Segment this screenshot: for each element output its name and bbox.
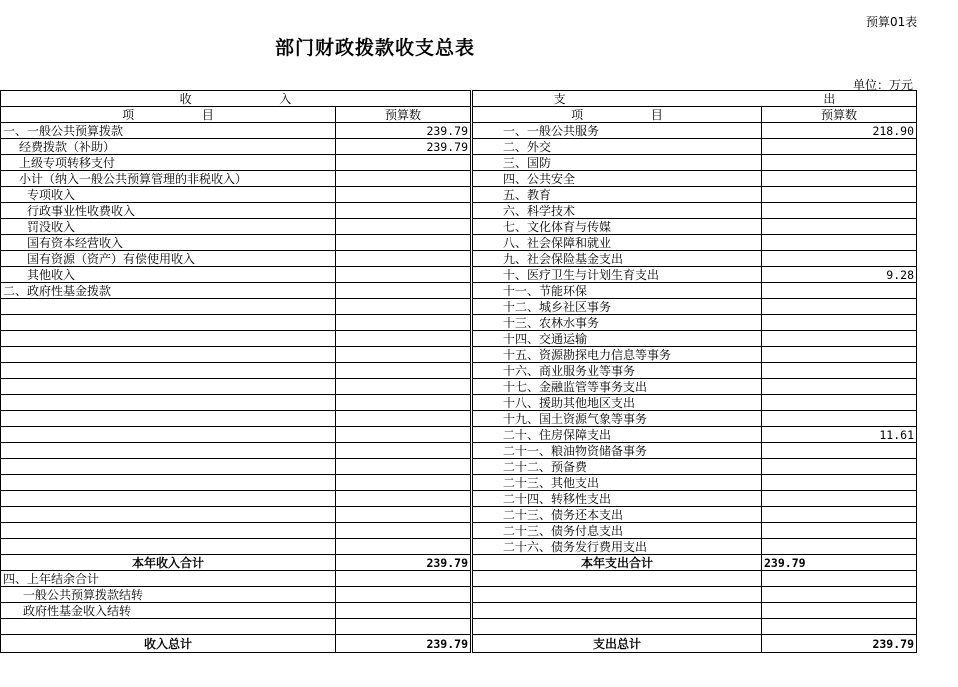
carryover-expense-amount (762, 571, 917, 587)
carryover-amount (336, 619, 471, 635)
expense-group-left: 支 (553, 91, 566, 106)
table-row (1, 187, 917, 203)
expense-amount: 9.28 (762, 267, 917, 283)
expense-item-header (473, 107, 762, 123)
expense-item: 三、国防 (473, 155, 762, 171)
carryover-expense-amount (762, 603, 917, 619)
income-item (1, 299, 336, 315)
income-item: 经费拨款（补助） (1, 139, 336, 155)
carryover-amount (336, 587, 471, 603)
year-income-total-label: 本年收入合计 (1, 555, 336, 571)
income-item (1, 507, 336, 523)
carryover-amount (336, 571, 471, 587)
expense-amount (762, 251, 917, 267)
expense-amount (762, 299, 917, 315)
income-item (1, 363, 336, 379)
income-item: 其他收入 (1, 267, 336, 283)
expense-amount (762, 363, 917, 379)
carryover-row (1, 603, 917, 619)
income-item (1, 347, 336, 363)
expense-item: 十四、交通运输 (473, 331, 762, 347)
expense-item-right: 目 (650, 107, 663, 122)
table-row (1, 523, 917, 539)
carryover-item: 政府性基金收入结转 (1, 603, 336, 619)
expense-amount: 218.90 (762, 123, 917, 139)
income-item (1, 411, 336, 427)
expense-amount (762, 235, 917, 251)
income-amount (336, 363, 471, 379)
grand-income-total-label: 收入总计 (1, 635, 336, 653)
expense-item: 七、文化体育与传媒 (473, 219, 762, 235)
carryover-expense-item (473, 603, 762, 619)
carryover-item: 一般公共预算拨款结转 (1, 587, 336, 603)
income-item (1, 395, 336, 411)
table-row (1, 507, 917, 523)
income-amount (336, 443, 471, 459)
income-amount: 239.79 (336, 123, 471, 139)
expense-item: 十二、城乡社区事务 (473, 299, 762, 315)
table-row (1, 283, 917, 299)
income-amount (336, 379, 471, 395)
grand-income-total-amount: 239.79 (336, 635, 471, 653)
expense-group-header (473, 91, 917, 107)
income-amount (336, 427, 471, 443)
header-group-row (1, 91, 917, 107)
expense-amount (762, 155, 917, 171)
header-column-row (1, 107, 917, 123)
expense-item: 十、医疗卫生与计划生育支出 (473, 267, 762, 283)
table-row (1, 347, 917, 363)
expense-amount (762, 315, 917, 331)
expense-item: 十九、国土资源气象等事务 (473, 411, 762, 427)
table-row (1, 203, 917, 219)
income-amount (336, 491, 471, 507)
expense-amount (762, 507, 917, 523)
expense-amount (762, 491, 917, 507)
income-item (1, 539, 336, 555)
budget-summary-table (0, 90, 917, 653)
expense-item: 六、科学技术 (473, 203, 762, 219)
income-amount (336, 347, 471, 363)
year-expense-total-amount: 239.79 (762, 555, 917, 571)
income-amount (336, 507, 471, 523)
unit-label: 单位：万元 (853, 78, 914, 92)
income-amount (336, 475, 471, 491)
income-amount: 239.79 (336, 139, 471, 155)
year-total-row (1, 555, 917, 571)
expense-amount (762, 379, 917, 395)
grand-expense-total-label: 支出总计 (473, 635, 762, 653)
income-amount (336, 539, 471, 555)
carryover-amount (336, 603, 471, 619)
expense-item: 二十三、其他支出 (473, 475, 762, 491)
expense-item: 二十四、转移性支出 (473, 491, 762, 507)
income-item-right: 目 (201, 107, 214, 122)
expense-amount (762, 395, 917, 411)
carryover-expense-amount (762, 587, 917, 603)
table-row (1, 443, 917, 459)
income-item: 一、一般公共预算拨款 (1, 123, 336, 139)
carryover-item (1, 619, 336, 635)
expense-amount (762, 139, 917, 155)
year-income-total-amount: 239.79 (336, 555, 471, 571)
expense-amount (762, 203, 917, 219)
expense-item: 十七、金融监管等事务支出 (473, 379, 762, 395)
table-row (1, 379, 917, 395)
income-item: 国有资源（资产）有偿使用收入 (1, 251, 336, 267)
expense-item: 十六、商业服务业等事务 (473, 363, 762, 379)
table-row (1, 155, 917, 171)
income-amount (336, 331, 471, 347)
carryover-expense-item (473, 619, 762, 635)
income-item-header (1, 107, 336, 123)
income-item-left: 项 (122, 107, 135, 122)
income-item: 专项收入 (1, 187, 336, 203)
form-id: 预算01表 (866, 15, 918, 29)
expense-amount (762, 411, 917, 427)
carryover-row (1, 619, 917, 635)
table-row (1, 411, 917, 427)
expense-item: 九、社会保险基金支出 (473, 251, 762, 267)
income-item (1, 427, 336, 443)
expense-amount (762, 523, 917, 539)
expense-item: 五、教育 (473, 187, 762, 203)
table-row (1, 139, 917, 155)
expense-item: 十三、农林水事务 (473, 315, 762, 331)
expense-item: 十五、资源勘探电力信息等事务 (473, 347, 762, 363)
income-item: 国有资本经营收入 (1, 235, 336, 251)
carryover-expense-amount (762, 619, 917, 635)
income-amount (336, 315, 471, 331)
expense-item: 一、一般公共服务 (473, 123, 762, 139)
income-item: 上级专项转移支付 (1, 155, 336, 171)
table-row (1, 491, 917, 507)
income-group-left: 收 (179, 91, 192, 106)
grand-total-row (1, 635, 917, 653)
expense-item: 十一、节能环保 (473, 283, 762, 299)
table-row (1, 459, 917, 475)
expense-item-left: 项 (571, 107, 584, 122)
income-item: 小计（纳入一般公共预算管理的非税收入） (1, 171, 336, 187)
carryover-row (1, 571, 917, 587)
carryover-row (1, 587, 917, 603)
income-amount (336, 459, 471, 475)
income-amount (336, 203, 471, 219)
income-item (1, 379, 336, 395)
expense-budget-header: 预算数 (762, 107, 917, 123)
table-row (1, 123, 917, 139)
expense-item: 十八、援助其他地区支出 (473, 395, 762, 411)
income-amount (336, 251, 471, 267)
income-amount (336, 235, 471, 251)
expense-item: 二十三、债务付息支出 (473, 523, 762, 539)
expense-group-right: 出 (823, 91, 836, 106)
expense-item: 八、社会保障和就业 (473, 235, 762, 251)
grand-expense-total-amount: 239.79 (762, 635, 917, 653)
table-row (1, 395, 917, 411)
expense-item: 二十、住房保障支出 (473, 427, 762, 443)
expense-amount (762, 347, 917, 363)
page-title: 部门财政拨款收支总表 (275, 37, 476, 59)
income-item (1, 491, 336, 507)
income-amount (336, 155, 471, 171)
income-item (1, 443, 336, 459)
expense-item: 四、公共安全 (473, 171, 762, 187)
income-amount (336, 523, 471, 539)
income-amount (336, 171, 471, 187)
carryover-item: 四、上年结余合计 (1, 571, 336, 587)
expense-amount: 11.61 (762, 427, 917, 443)
expense-amount (762, 459, 917, 475)
income-amount (336, 411, 471, 427)
carryover-expense-item (473, 571, 762, 587)
expense-item: 二十三、债务还本支出 (473, 507, 762, 523)
expense-item: 二十六、债务发行费用支出 (473, 539, 762, 555)
expense-amount (762, 331, 917, 347)
expense-item: 二、外交 (473, 139, 762, 155)
table-row (1, 475, 917, 491)
table-row (1, 219, 917, 235)
expense-item: 二十二、预备费 (473, 459, 762, 475)
income-item (1, 331, 336, 347)
table-row (1, 235, 917, 251)
income-group-header (1, 91, 471, 107)
income-item: 罚没收入 (1, 219, 336, 235)
income-item (1, 523, 336, 539)
table-row (1, 171, 917, 187)
table-row (1, 251, 917, 267)
table-row (1, 539, 917, 555)
year-expense-total-label: 本年支出合计 (473, 555, 762, 571)
income-budget-header: 预算数 (336, 107, 471, 123)
expense-amount (762, 187, 917, 203)
expense-amount (762, 443, 917, 459)
expense-amount (762, 475, 917, 491)
income-item: 行政事业性收费收入 (1, 203, 336, 219)
table-row (1, 427, 917, 443)
income-amount (336, 299, 471, 315)
income-item: 二、政府性基金拨款 (1, 283, 336, 299)
expense-amount (762, 283, 917, 299)
income-item (1, 315, 336, 331)
expense-item: 二十一、粮油物资储备事务 (473, 443, 762, 459)
table-row (1, 363, 917, 379)
income-item (1, 459, 336, 475)
income-item (1, 475, 336, 491)
expense-amount (762, 219, 917, 235)
table-row (1, 299, 917, 315)
income-amount (336, 283, 471, 299)
expense-amount (762, 171, 917, 187)
income-amount (336, 395, 471, 411)
table-row (1, 331, 917, 347)
income-amount (336, 219, 471, 235)
income-amount (336, 267, 471, 283)
carryover-expense-item (473, 587, 762, 603)
table-row (1, 315, 917, 331)
table-body (1, 123, 917, 653)
expense-amount (762, 539, 917, 555)
table-row (1, 267, 917, 283)
income-group-right: 入 (279, 91, 292, 106)
income-amount (336, 187, 471, 203)
